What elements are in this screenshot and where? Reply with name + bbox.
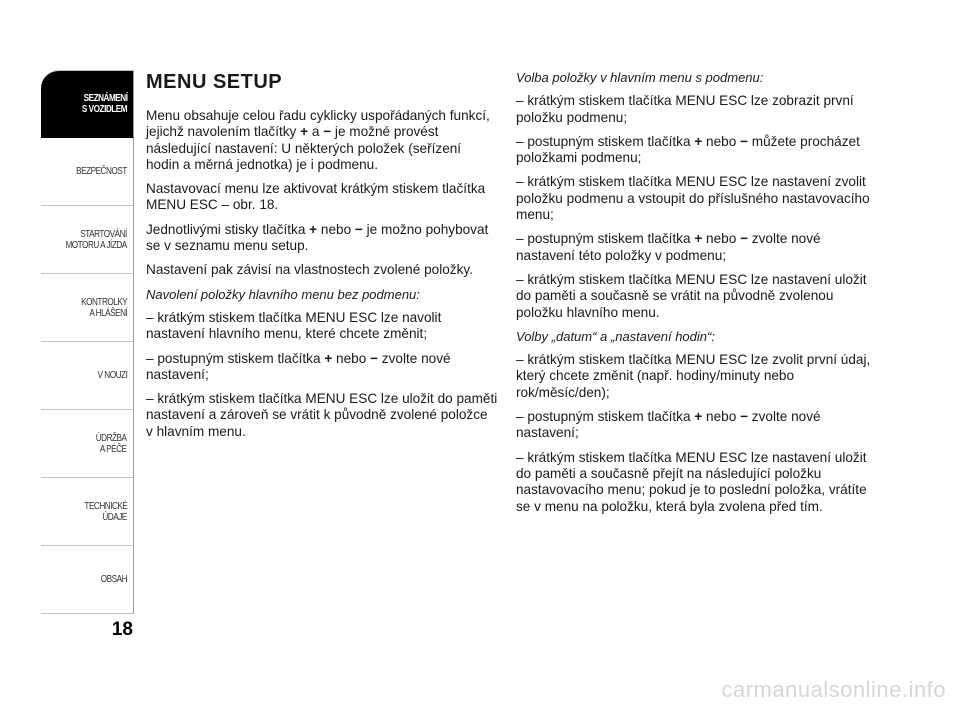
tab-label-line2: ÚDAJE [102,511,127,523]
tab-label-line1: KONTROLKY [80,296,127,308]
paragraph: – postupným stiskem tlačítka + nebo − zvolte nové nastavení; [146,350,451,382]
tab-label-line2: A PÉČE [100,443,127,455]
paragraph: – krátkým stiskem tlačítka MENU ESC lze nastavení uložit do paměti a současně se vrátit na původně zvolenou položku hlavního menu. [516,271,867,320]
tab-label-line2: MOTORU A JÍZDA [65,239,127,251]
tab-technicke-udaje[interactable] [41,478,134,546]
tab-label-line1: TECHNICKÉ [84,500,127,512]
minus-symbol: − [740,409,749,425]
subheading: Volba položky v hlavním menu s podmenu: [516,70,764,85]
tab-label-line2: S VOZIDLEM [81,104,127,115]
tab-startovani-motoru[interactable] [41,206,134,274]
watermark: carmanualsonline.info [721,677,946,702]
minus-symbol: − [740,231,749,247]
paragraph: – krátkým stiskem tlačítka MENU ESC lze navolit nastavení hlavního menu, které chcete změnit; [146,309,442,342]
tab-label-line1: V NOUZI [97,370,127,381]
tab-bezpecnost[interactable] [41,138,134,206]
plus-symbol: + [324,350,333,366]
text-column-left [146,70,498,448]
tab-seznameni-s-vozidlem[interactable] [41,70,134,138]
plus-symbol: + [309,221,318,237]
text-column-right [516,70,876,523]
subheading: Navolení položky hlavního menu bez podmenu: [146,286,420,302]
plus-symbol: + [694,133,703,149]
minus-symbol: − [740,133,749,149]
subheading: Volby „datum“ a „nastavení hodin“: [516,328,715,344]
paragraph: – krátkým stiskem tlačítka MENU ESC lze nastavení zvolit položku podmenu a vstoupit do příslušného nastavovacího menu; [516,174,870,223]
paragraph: – krátkým stiskem tlačítka MENU ESC lze zobrazit první položku podmenu; [516,93,854,125]
minus-symbol: − [354,221,363,237]
tab-label-line2: A HLÁŠENÍ [89,307,127,319]
paragraph: – krátkým stiskem tlačítka MENU ESC lze zvolit první údaj, který chcete změnit (např. hodiny/minuty nebo rok/měsíc/den); [516,352,871,400]
tab-kontrolky[interactable] [41,274,134,342]
tab-udrzba[interactable] [41,410,134,478]
tab-v-nouzi[interactable] [41,342,134,410]
minus-symbol: − [323,124,332,140]
paragraph: Menu obsahuje celou řadu cyklicky uspořádaných funkcí, jejichž navolením tlačítky + a − je možné provést následující nastavení: U některých položek (seřízení hodin a měrná jednotka) je i podmenu. [146,108,490,172]
page-number: 18 [111,619,133,640]
tab-label-line1: BEZPEČNOST [76,166,127,177]
paragraph: – krátkým stiskem tlačítka MENU ESC lze nastavení uložit do paměti a současně přejít na následující položku nastavovacího menu; pokud je to poslední položka, vrátíte se v menu na položku, která byla zvolena před tím. [516,449,867,514]
section-heading: MENU SETUP [146,71,283,93]
tab-label-line1: SEZNÁMENÍ [83,93,127,104]
paragraph: – postupným stiskem tlačítka + nebo − zvolte nové nastavení; [516,409,821,441]
plus-symbol: + [694,409,703,425]
plus-symbol: + [694,231,703,247]
chapter-sidebar [41,70,134,614]
paragraph: Jednotlivými stisky tlačítka + nebo − je možno pohybovat se v seznamu menu setup. [146,221,489,254]
tab-label-line1: OBSAH [100,574,127,585]
paragraph: Nastavení pak závisí na vlastnostech zvolené položky. [146,262,473,278]
paragraph: – postupným stiskem tlačítka + nebo − můžete procházet položkami podmenu; [516,133,860,166]
plus-symbol: + [300,124,309,140]
tab-label-line1: ÚDRŽBA [96,432,127,444]
tab-label-line1: STARTOVÁNÍ [80,228,127,240]
minus-symbol: − [370,350,379,366]
paragraph: Nastavovací menu lze aktivovat krátkým stiskem tlačítka MENU ESC – obr. 18. [146,181,486,213]
tab-obsah[interactable] [41,546,134,614]
paragraph: – postupným stiskem tlačítka + nebo − zvolte nové nastavení této položky v podmenu; [516,231,821,263]
paragraph: – krátkým stiskem tlačítka MENU ESC lze uložit do paměti nastavení a zároveň se vrátit k původně zvolené položce v hlavním menu. [146,391,498,439]
